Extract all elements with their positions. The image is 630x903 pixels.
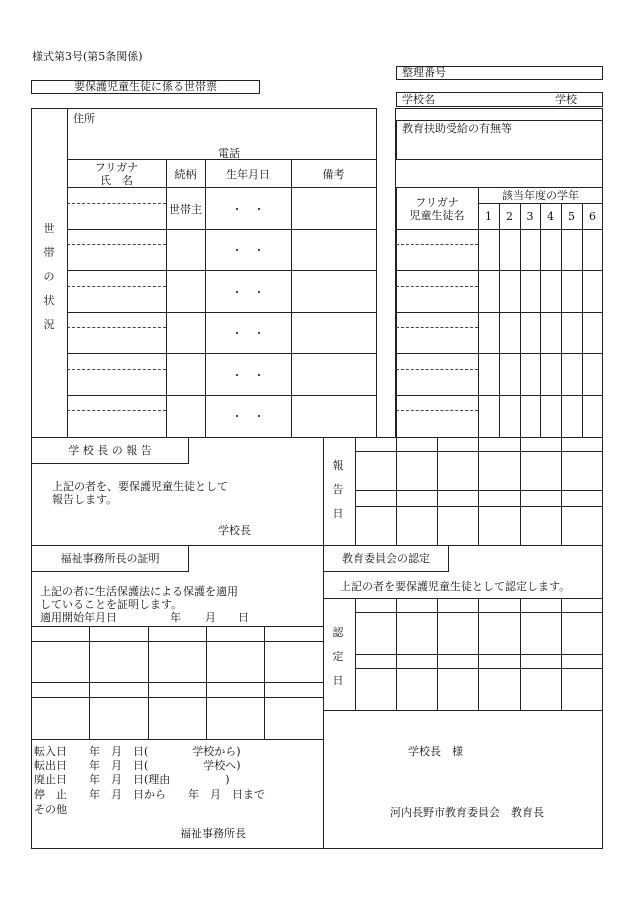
col-relation: 続柄	[174, 168, 197, 181]
grade-4: 4	[547, 210, 554, 223]
welfare-year: 年	[170, 611, 181, 624]
date-dots: ・ ・	[231, 327, 265, 340]
household-side-label: 世 帯 の 状 況	[43, 222, 55, 331]
board-text: 上記の者を要保護児童生徒として認定します。	[340, 580, 571, 593]
principal-report-text: 上記の者を、要保護児童生徒として	[52, 480, 228, 493]
school-name-label: 学校名	[402, 93, 435, 106]
date-dots: ・ ・	[231, 286, 265, 299]
student-col-name: 児童生徒名	[409, 209, 465, 222]
grade-header: 該当年度の学年	[502, 189, 579, 202]
suspend-line: 停 止 年 月 日から 年 月 日まで	[34, 788, 265, 801]
board-signature: 河内長野市教育委員会 教育長	[390, 806, 544, 819]
principal-report-text-2: 報告します。	[52, 493, 118, 506]
student-col-furigana: フリガナ	[415, 196, 459, 209]
other-line: その他	[34, 803, 67, 816]
col-birthdate: 生年月日	[226, 168, 270, 181]
reference-number-label: 整理番号	[402, 66, 446, 79]
discontinue-line: 廃止日 年 月 日(理由 )	[34, 773, 230, 786]
grade-1: 1	[485, 210, 492, 223]
phone-label: 電話	[218, 147, 240, 160]
date-dots: ・ ・	[231, 410, 265, 423]
col-name: 氏 名	[100, 174, 133, 187]
welfare-title: 福祉事務所長の証明	[60, 552, 160, 565]
board-addressee: 学校長 様	[408, 745, 463, 758]
welfare-start-label: 適用開始年月日	[40, 611, 117, 624]
grade-2: 2	[506, 210, 513, 223]
welfare-text: 上記の者に生活保護法による保護を適用	[40, 585, 238, 598]
date-dots: ・ ・	[231, 244, 265, 257]
certification-date-label: 認 定 日	[332, 626, 344, 687]
welfare-signature: 福祉事務所長	[180, 827, 246, 840]
address-label: 住所	[73, 112, 95, 125]
principal-report-title: 学 校 長 の 報 告	[68, 444, 152, 457]
grade-6: 6	[589, 210, 596, 223]
col-remarks: 備考	[322, 168, 345, 181]
col-furigana: フリガナ	[94, 161, 139, 174]
school-suffix: 学校	[555, 93, 577, 106]
form-code: 様式第3号(第5条関係)	[32, 50, 143, 63]
date-dots: ・ ・	[231, 369, 265, 382]
form-title: 要保護児童生徒に係る世帯票	[74, 80, 217, 93]
transfer-out-line: 転出日 年 月 日( 学校へ)	[34, 759, 241, 772]
principal-signature: 学校長	[218, 524, 251, 537]
transfer-in-line: 転入日 年 月 日( 学校から)	[34, 745, 241, 758]
welfare-text-2: していることを証明します。	[40, 598, 183, 611]
date-dots: ・ ・	[231, 203, 265, 216]
grade-5: 5	[568, 210, 575, 223]
assistance-label: 教育扶助受給の有無等	[402, 122, 512, 135]
report-date-label: 報 告 日	[332, 459, 344, 520]
welfare-month: 月	[205, 611, 216, 624]
board-title: 教育委員会の認定	[342, 552, 430, 565]
grade-3: 3	[526, 210, 534, 223]
welfare-day: 日	[238, 611, 249, 624]
head-relation: 世帯主	[169, 203, 202, 216]
